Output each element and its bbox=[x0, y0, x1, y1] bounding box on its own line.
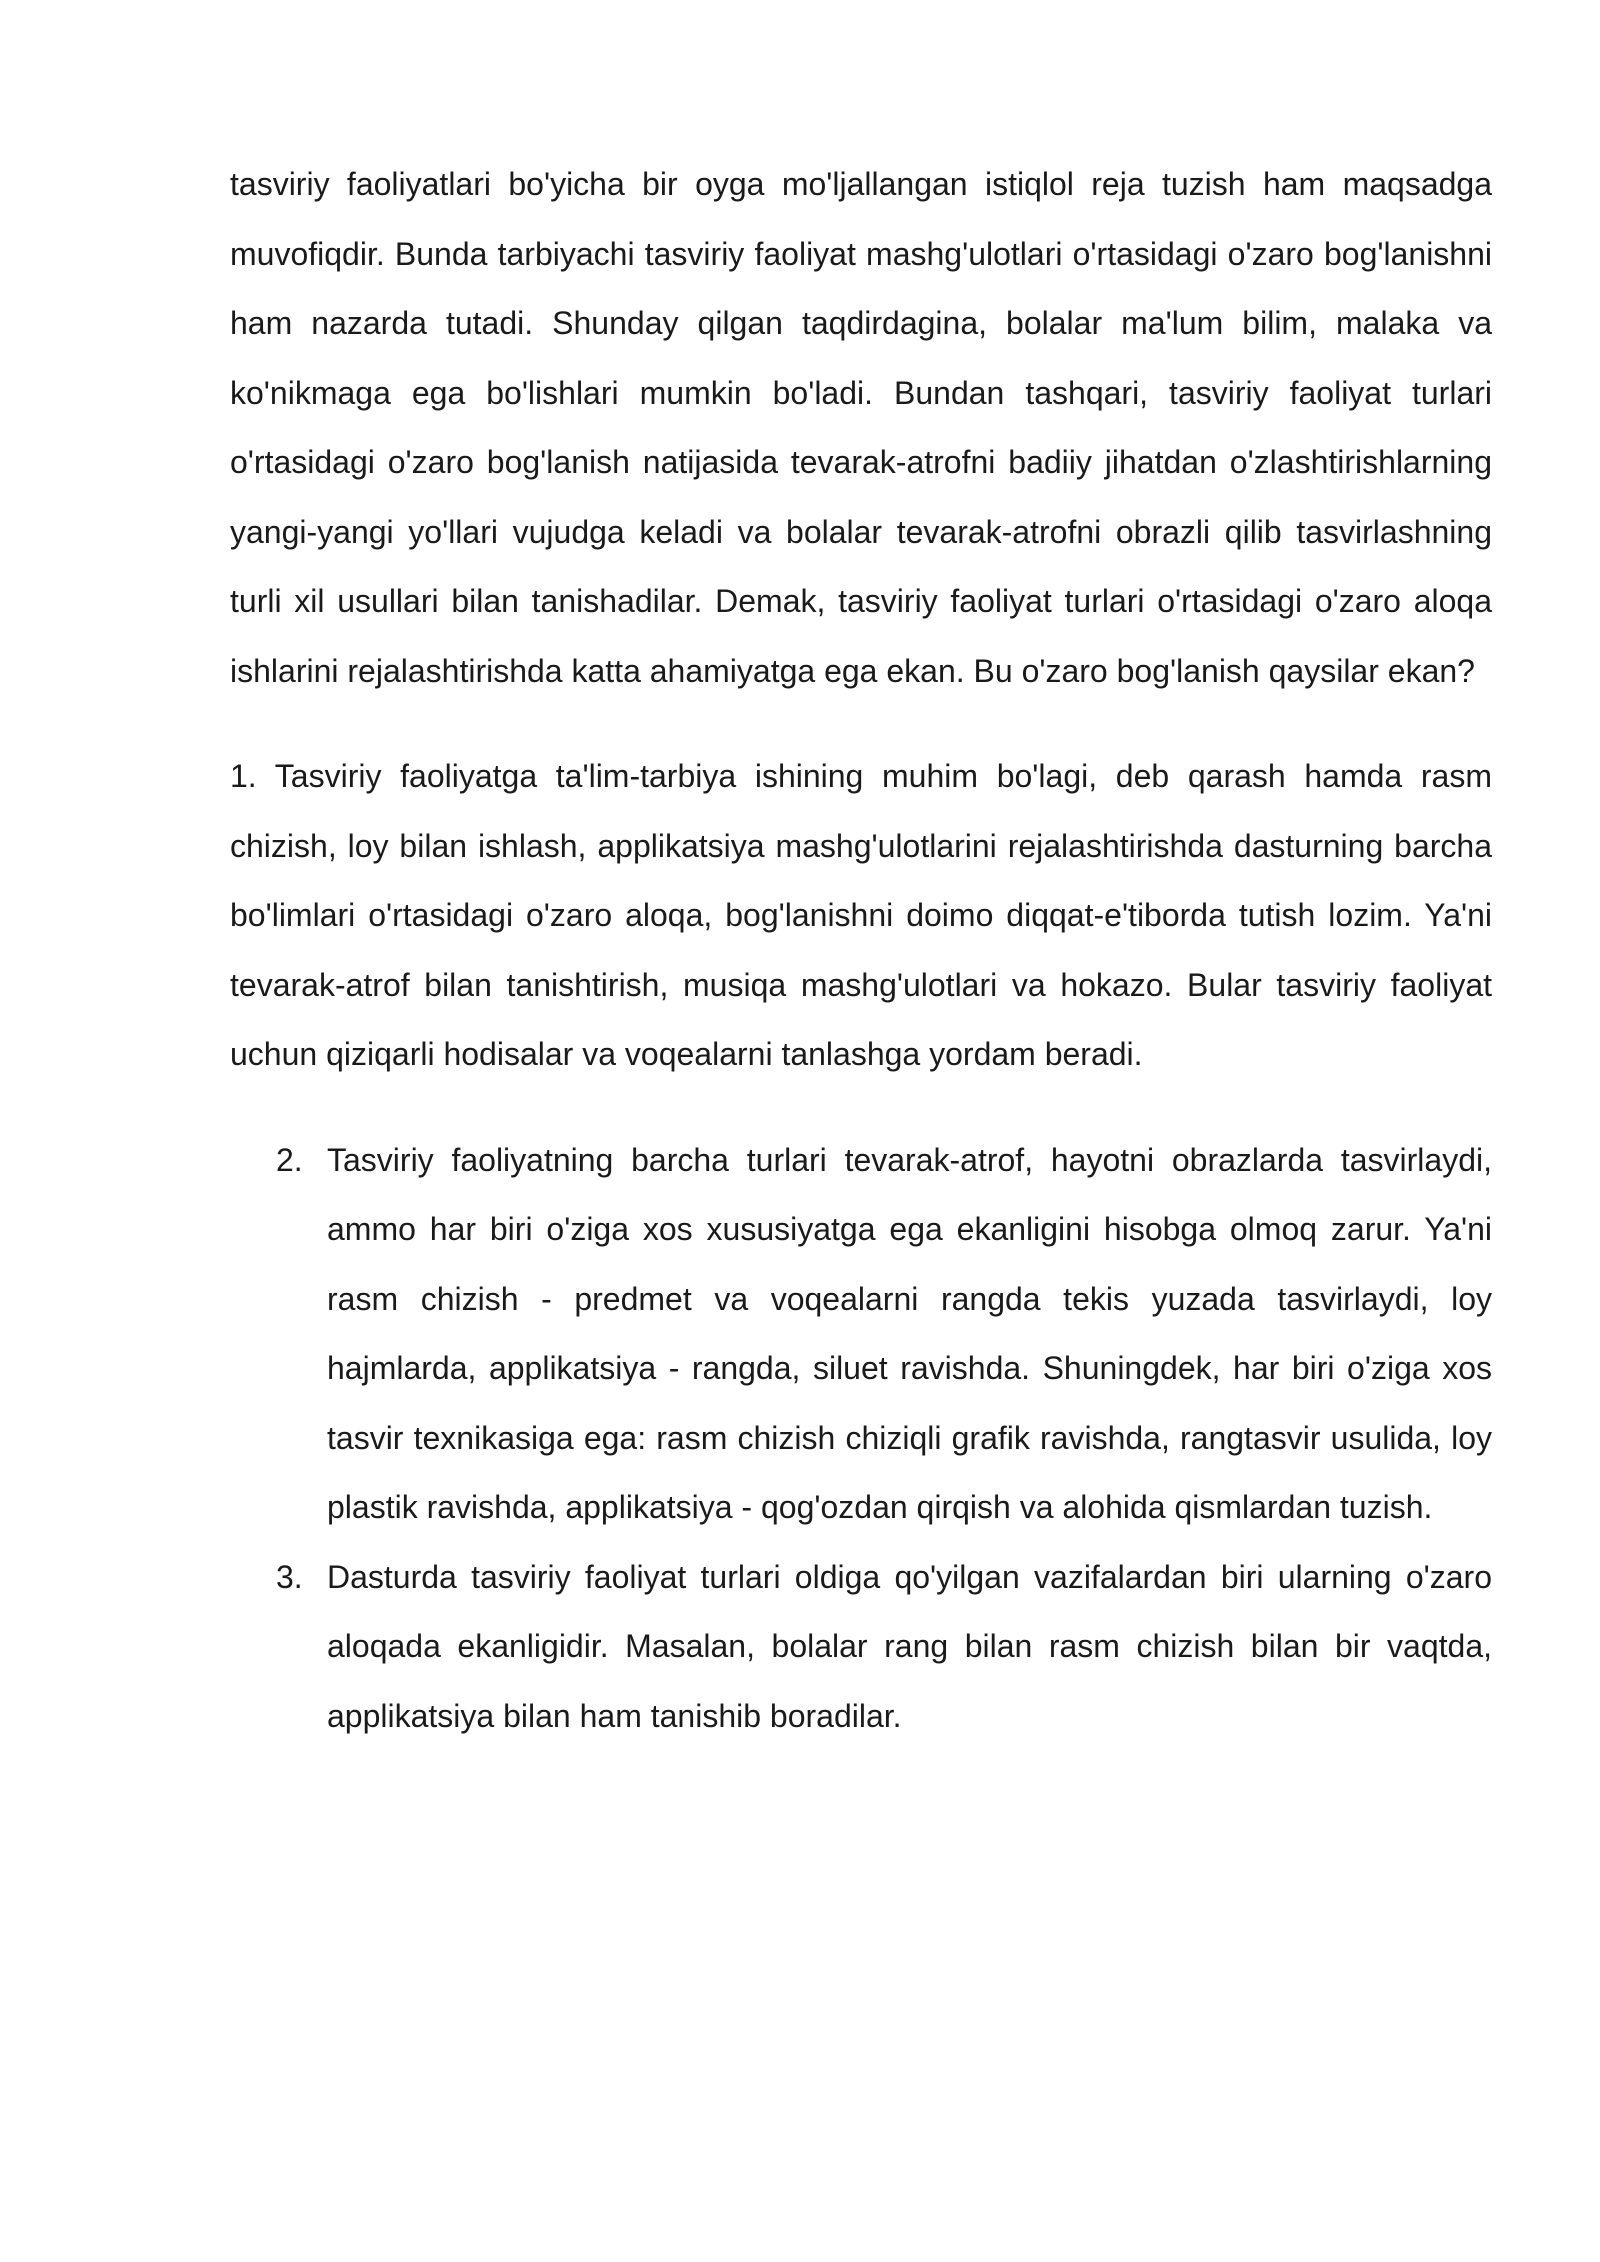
intro-paragraph: tasviriy faoliyatlari bo'yicha bir oyga mo'ljallangan istiqlol reja tuzish ham maqsadga muvofiqdir. Bunda tarbiyachi tasviriy faoliyat mashg'ulotlari o'rtasidagi o'zaro bog'lanishni ham nazarda tutadi. Shunday qilgan taqdirdagina, bolalar ma'lum bilim, malaka va ko'nikmaga ega bo'lishlari mumkin bo'ladi. Bundan tashqari, tasviriy faoliyat turlari o'rtasidagi o'zaro bog'lanish natijasida tevarak-atrofni badiiy jihatdan o'zlashtirishlarning yangi-yangi yo'llari vujudga keladi va bolalar tevarak-atrofni obrazli qilib tasvirlashning turli xil usullari bilan tanishadilar. Demak, tasviriy faoliyat turlari o'rtasidagi o'zaro aloqa ishlarini rejalashtirishda katta ahamiyatga ega ekan. Bu o'zaro bog'lanish qaysilar ekan? bbox=[230, 166, 1492, 689]
list-item-text: Dasturda tasviriy faoliyat turlari oldiga qo'yilgan vazifalardan biri ularning o'zaro aloqada ekanligidir. Masalan, bolalar rang bilan rasm chizish bilan bir vaqtda, applikatsiya bilan ham tanishib boradilar. bbox=[327, 1558, 1492, 1734]
list-item-text: Tasviriy faoliyatning barcha turlari tevarak-atrof, hayotni obrazlarda tasvirlaydi, ammo har biri o'ziga xos xususiyatga ega ekanligini hisobga olmoq zarur. Ya'ni rasm chizish - predmet va voqealarni rangda tekis yuzada tasvirlaydi, loy hajmlarda, applikatsiya - rangda, siluet ravishda. Shuningdek, har biri o'ziga xos tasvir texnikasiga ega: rasm chizish chiziqli grafik ravishda, rangtasvir usulida, loy plastik ravishda, applikatsiya - qog'ozdan qirqish va alohida qismlardan tuzish. bbox=[327, 1141, 1492, 1525]
list-item-number: 2. bbox=[276, 1141, 303, 1178]
numbered-paragraph-1: 1. Tasviriy faoliyatga ta'lim-tarbiya ishining muhim bo'lagi, deb qarash hamda rasm chizish, loy bilan ishlash, applikatsiya mashg'ulotlarini rejalashtirishda dasturning barcha bo'limlari o'rtasidagi o'zaro aloqa, bog'lanishni doimo diqqat-e'tiborda tutish lozim. Ya'ni tevarak-atrof bilan tanishtirish, musiqa mashg'ulotlari va hokazo. Bular tasviriy faoliyat uchun qiziqarli hodisalar va voqealarni tanlashga yordam beradi. bbox=[230, 758, 1492, 1072]
document-body bbox=[230, 150, 1492, 1751]
list-item bbox=[230, 1543, 1492, 1752]
list-item bbox=[230, 1126, 1492, 1543]
list-item-number: 3. bbox=[276, 1558, 303, 1595]
numbered-list bbox=[230, 1126, 1492, 1752]
